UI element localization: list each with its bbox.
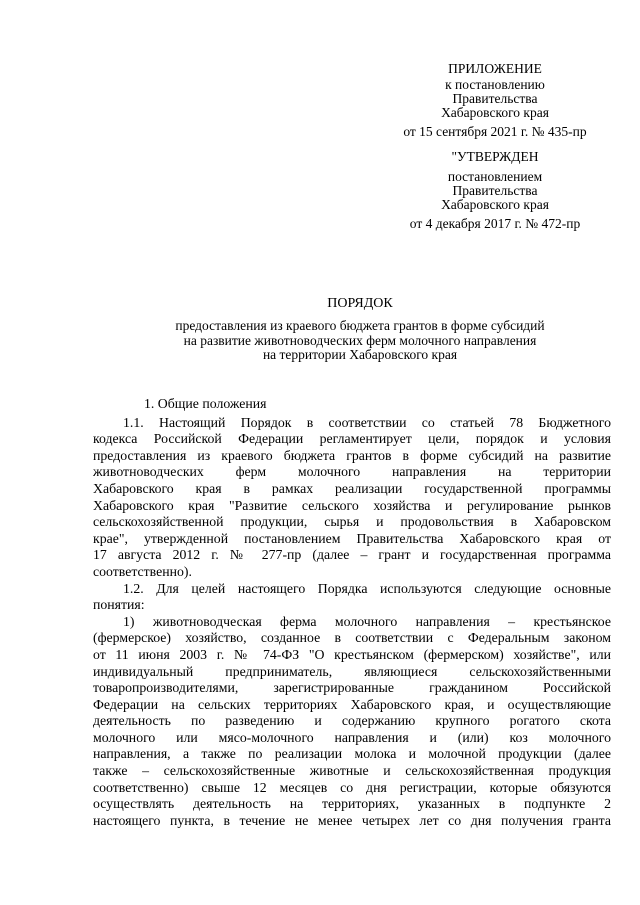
approved-title: "УТВЕРЖДЕН (451, 149, 539, 164)
paragraph-line: соответственно) свыше 12 месяцев со дня регистрации, которые обязуются (93, 779, 611, 795)
paragraph-line: осуществлять деятельность на территориях, указанных в подпункте 2 (93, 796, 611, 812)
appendix-block (380, 62, 610, 139)
paragraph-line: 1.1. Настоящий Порядок в соответствии со статьей 78 Бюджетного (123, 414, 611, 430)
paragraph-line: (фермерское) хозяйство, созданное в соответствии с Федеральным законом (93, 630, 611, 646)
paragraph-line: направления, а также по реализации молока и молочной продукции (далее (93, 746, 611, 762)
appendix-line: Правительства (452, 91, 538, 106)
paragraph-line: кодекса Российской Федерации регламентирует цели, порядок и условия (93, 431, 611, 447)
paragraph-definition-1 (93, 614, 611, 830)
document-subtitle-line: на территории Хабаровского края (262, 347, 458, 362)
document-body (93, 396, 611, 829)
approved-line: Правительства (452, 183, 538, 198)
paragraph-line: 17 августа 2012 г. № 277-пр (далее – грант и государственная программа (93, 547, 611, 563)
paragraph-line: также – сельскохозяйственные животные и сельскохозяйственная продукция (93, 763, 611, 779)
paragraph-line: крае", утвержденной постановлением Правительства Хабаровского края от (93, 530, 611, 546)
paragraph-line: Федерации на сельских территориях Хабаровского края, и осуществляющие (93, 696, 611, 712)
appendix-date-line: от 15 сентября 2021 г. № 435-пр (403, 124, 587, 139)
paragraph-line: животноводческих ферм молочного направления на территории (93, 464, 611, 480)
paragraph-line: сельскохозяйственной продукции, сырья и продовольствия в Хабаровском (93, 514, 611, 530)
paragraph-line: настоящего пункта, в течение не менее четырех лет со дня получения гранта (93, 812, 611, 828)
approved-date-line: от 4 декабря 2017 г. № 472-пр (409, 216, 581, 231)
paragraph-line: Хабаровского края в рамках реализации государственной программы (93, 480, 611, 496)
paragraph-line: от 11 июня 2003 г. № 74-ФЗ "О крестьянском (фермерском) хозяйстве", или (93, 646, 611, 662)
paragraph-line: предоставления из краевого бюджета грантов в форме субсидий на развитие (93, 447, 611, 463)
paragraph-line: 1) животноводческая ферма молочного направления – крестьянское (123, 613, 611, 629)
approved-block (380, 150, 610, 231)
document-title-block (60, 296, 640, 363)
approved-line: постановлением (447, 169, 543, 184)
appendix-line: Хабаровского края (441, 105, 549, 120)
paragraph-line: понятия: (93, 597, 145, 613)
paragraph-line: деятельность по разведению и содержанию крупного рогатого скота (93, 713, 611, 729)
approved-line: Хабаровского края (441, 197, 549, 212)
document-title: ПОРЯДОК (327, 296, 393, 311)
paragraph-line: товаропроизводителями, зарегистрированные гражданином Российской (93, 680, 611, 696)
paragraph-1-2 (93, 581, 611, 614)
paragraph-line: 1.2. Для целей настоящего Порядка используются следующие основные (123, 580, 611, 596)
paragraph-line: индивидуальный предприниматель, являющиеся сельскохозяйственными (93, 663, 611, 679)
document-subtitle-line: на развитие животноводческих ферм молочного направления (183, 332, 537, 348)
paragraph-line: Хабаровского края "Развитие сельского хозяйства и регулирование рынков (93, 497, 611, 513)
appendix-title: ПРИЛОЖЕНИЕ (448, 61, 542, 76)
section-heading: 1. Общие положения (144, 396, 267, 411)
appendix-line: к постановлению (445, 77, 545, 92)
paragraph-1-1 (93, 415, 611, 581)
paragraph-line: молочного или мясо-молочного направления и (или) коз молочного (93, 729, 611, 745)
paragraph-line: соответственно). (93, 563, 192, 579)
document-subtitle-line: предоставления из краевого бюджета грантов в форме субсидий (175, 318, 545, 333)
